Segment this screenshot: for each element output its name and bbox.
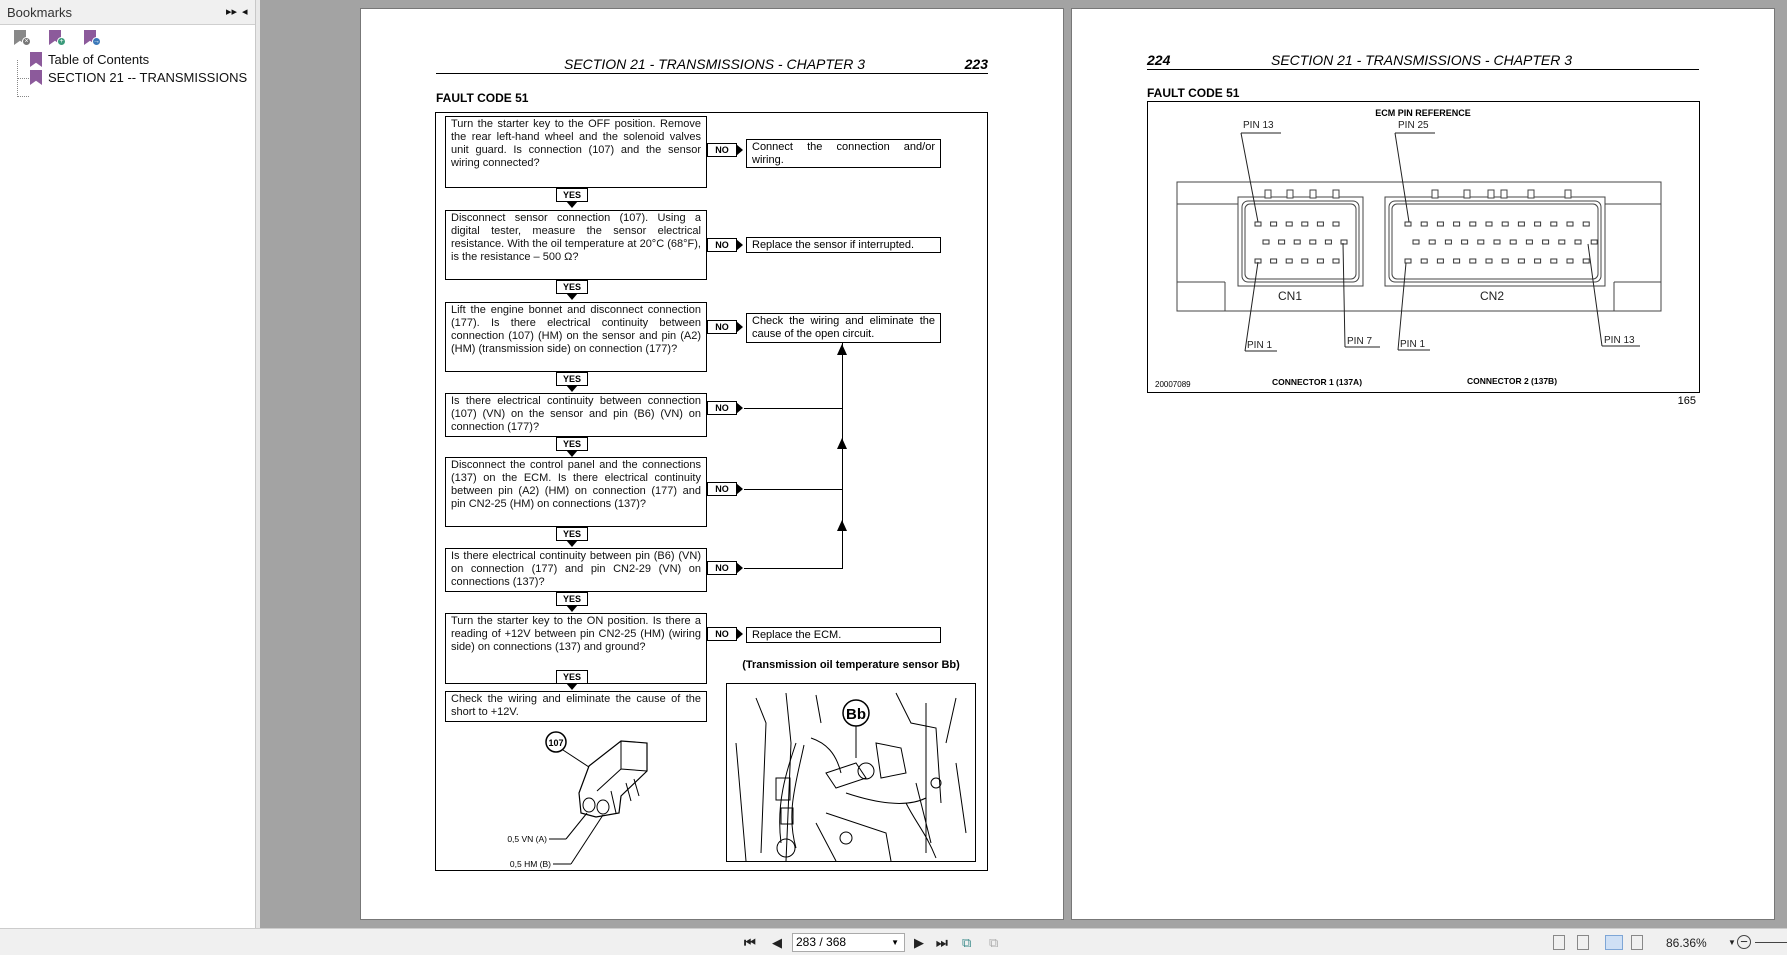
wire-a-label: 0,5 VN (A) xyxy=(507,834,547,844)
panel-options-icon[interactable]: ▸▸ xyxy=(226,6,238,18)
cn2-pin xyxy=(1454,259,1460,263)
step-3: Lift the engine bonnet and disconnect connection (177). Is there electrical continuity between connection (107) (HM) on the sensor and pin (A2) (HM) (transmission side) on connection (177)? xyxy=(445,302,707,372)
zoom-slider[interactable] xyxy=(1755,942,1787,943)
bookmark-table-of-contents[interactable] xyxy=(30,52,149,67)
connector-line xyxy=(744,408,842,409)
yes-label: YES xyxy=(556,437,588,451)
return-line xyxy=(842,343,843,568)
fault-code-title: FAULT CODE 51 xyxy=(1147,86,1240,100)
cn2-pin xyxy=(1510,240,1516,244)
sensor-callout: Bb xyxy=(846,706,866,723)
goto-bookmark-icon[interactable]: → xyxy=(84,30,100,46)
next-view-icon[interactable]: ⧉ xyxy=(989,935,999,950)
add-bookmark-icon[interactable]: + xyxy=(49,30,65,46)
yes-label: YES xyxy=(556,527,588,541)
continuous-facing-view-icon[interactable] xyxy=(1631,935,1643,950)
cn2-pin xyxy=(1567,259,1573,263)
cn1-pin xyxy=(1255,222,1261,226)
housing-tab xyxy=(1464,190,1470,198)
result-replace-sensor: Replace the sensor if interrupted. xyxy=(746,237,941,253)
step-8: Check the wiring and eliminate the cause of the short to +12V. xyxy=(445,691,707,722)
no-label: NO xyxy=(707,401,737,415)
header-title: SECTION 21 - TRANSMISSIONS - CHAPTER 3 xyxy=(564,56,866,72)
cn2-pin xyxy=(1591,240,1597,244)
sensor-caption: (Transmission oil temperature sensor Bb) xyxy=(742,659,960,671)
cn1-pin xyxy=(1294,240,1300,244)
page-number-value: 283 / 368 xyxy=(796,935,847,949)
previous-page-button[interactable]: ◀ xyxy=(772,935,782,950)
bottom-toolbar xyxy=(0,928,1787,955)
bookmark-section-21[interactable] xyxy=(30,70,247,85)
cn2-pin1-label: PIN 1 xyxy=(1400,339,1426,350)
page-number: 224 xyxy=(1147,52,1171,68)
cn1-pin xyxy=(1333,222,1339,226)
cn1-pin xyxy=(1286,222,1292,226)
cn1-pin xyxy=(1310,240,1316,244)
cn2-label: CN2 xyxy=(1479,289,1505,303)
cn2-pin xyxy=(1437,222,1443,226)
cn2-pin xyxy=(1470,222,1476,226)
bookmarks-header xyxy=(0,0,255,25)
cn2-pin xyxy=(1551,259,1557,263)
cn1-pin xyxy=(1279,240,1285,244)
cn1-pin xyxy=(1333,259,1339,263)
housing-tab xyxy=(1432,190,1438,198)
ecm-pin-diagram xyxy=(1147,101,1700,394)
page-number-input[interactable] xyxy=(792,933,905,952)
step-5: Disconnect the control panel and the connections (137) on the ECM. Is there electrical continuity between pin (A2) (HM) on connection (177) and pin CN2-25 (HM) on connections (137)? xyxy=(445,457,707,527)
cn1-pin xyxy=(1263,240,1269,244)
step-2: Disconnect sensor connection (107). Using a digital tester, measure the sensor electrical resistance. With the oil temperature at 20°C (68°F), is the resistance – 500 Ω? xyxy=(445,210,707,280)
yes-label: YES xyxy=(556,280,588,294)
step-4: Is there electrical continuity between connection (107) (VN) on the sensor and pin (B6) (VN) on connection (177)? xyxy=(445,393,707,437)
diagram-title: ECM PIN REFERENCE xyxy=(1375,108,1471,118)
cn2-pin xyxy=(1526,240,1532,244)
no-label: NO xyxy=(707,238,737,252)
connector-callout: 107 xyxy=(548,738,564,748)
sensor-photo xyxy=(726,683,976,862)
cn1-pin xyxy=(1302,222,1308,226)
housing-tab xyxy=(1501,190,1507,198)
cn2-pin xyxy=(1470,259,1476,263)
connector1-caption: CONNECTOR 1 (137A) xyxy=(1271,377,1363,387)
cn1-pin7-label: PIN 7 xyxy=(1347,336,1373,347)
facing-view-icon[interactable] xyxy=(1605,935,1623,950)
result-replace-ecm: Replace the ECM. xyxy=(746,627,941,643)
housing-tab xyxy=(1265,190,1271,198)
no-label: NO xyxy=(707,143,737,157)
cn2-pin xyxy=(1502,259,1508,263)
footer-number: 165 xyxy=(1677,395,1696,407)
cn2-pin xyxy=(1502,222,1508,226)
header-title: SECTION 21 - TRANSMISSIONS - CHAPTER 3 xyxy=(1271,52,1573,68)
single-page-view-icon[interactable] xyxy=(1553,935,1565,950)
fault-code-title: FAULT CODE 51 xyxy=(436,91,529,105)
step-1: Turn the starter key to the OFF position. Remove the rear left-hand wheel and the solenoid valves unit guard. Is connection (107) and the sensor wiring connected? xyxy=(445,116,707,188)
page-header xyxy=(1147,51,1699,70)
cn1-pin13-label: PIN 13 xyxy=(1243,120,1274,131)
yes-label: YES xyxy=(556,670,588,684)
cn2-pin xyxy=(1437,259,1443,263)
cn2-pin xyxy=(1583,259,1589,263)
cn2-pin xyxy=(1543,240,1549,244)
bookmarks-title: Bookmarks xyxy=(7,4,73,20)
step-6: Is there electrical continuity between pin (B6) (VN) on connection (177) and pin CN2-29 (VN) on connections (137)? xyxy=(445,548,707,592)
cn2-pin xyxy=(1535,222,1541,226)
figure-id: 20007089 xyxy=(1155,380,1191,389)
zoom-level[interactable]: 86.36% xyxy=(1666,936,1707,950)
cn1-label: CN1 xyxy=(1277,289,1303,303)
cn1-pin xyxy=(1271,259,1277,263)
housing-tab xyxy=(1488,190,1494,198)
continuous-view-icon[interactable] xyxy=(1577,935,1589,950)
cn1-pin xyxy=(1271,222,1277,226)
cn2-pin xyxy=(1583,222,1589,226)
housing-tab xyxy=(1333,190,1339,198)
cn2-pin xyxy=(1462,240,1468,244)
arrow-up-icon xyxy=(837,520,847,531)
cn1-pin xyxy=(1317,259,1323,263)
step-7: Turn the starter key to the ON position. Is there a reading of +12V between pin CN2-25 (HM) (wiring side) on connections (137) and ground? xyxy=(445,613,707,684)
collapse-panel-icon[interactable]: ◂ xyxy=(242,6,248,18)
cn2-pin xyxy=(1486,222,1492,226)
arrow-up-icon xyxy=(837,344,847,355)
cn2-pin xyxy=(1559,240,1565,244)
last-page-button[interactable]: ⏭ xyxy=(936,935,948,950)
cn2-pin13-label: PIN 13 xyxy=(1604,335,1635,346)
pdf-page-223 xyxy=(360,8,1064,920)
cn2-pin xyxy=(1518,222,1524,226)
cn1-pin1-label: PIN 1 xyxy=(1247,340,1273,351)
housing-tab xyxy=(1528,190,1534,198)
delete-bookmark-icon[interactable]: × xyxy=(14,30,30,46)
cn2-pin xyxy=(1551,222,1557,226)
housing-tab xyxy=(1287,190,1293,198)
cn1-pin xyxy=(1286,259,1292,263)
first-page-button[interactable]: ⏮ xyxy=(744,935,756,950)
zoom-dropdown-icon[interactable]: ▼ xyxy=(1728,938,1736,947)
bookmark-icon xyxy=(30,70,42,85)
cn2-pin xyxy=(1486,259,1492,263)
wire-b-label: 0,5 HM (B) xyxy=(509,859,551,869)
yes-label: YES xyxy=(556,188,588,202)
connector2-caption: CONNECTOR 2 (137B) xyxy=(1466,376,1558,386)
arrow-up-icon xyxy=(837,438,847,449)
cn2-pin xyxy=(1405,259,1411,263)
previous-view-icon[interactable]: ⧉ xyxy=(962,935,972,950)
cn2-pin xyxy=(1575,240,1581,244)
connector-line xyxy=(744,568,843,569)
page-header xyxy=(436,55,988,74)
cn2-pin xyxy=(1535,259,1541,263)
result-open-circuit: Check the wiring and eliminate the cause of the open circuit. xyxy=(746,313,941,343)
panel-splitter[interactable] xyxy=(256,0,260,928)
bookmark-label: Table of Contents xyxy=(48,52,150,67)
no-label: NO xyxy=(707,561,737,575)
cn2-pin xyxy=(1454,222,1460,226)
bookmarks-panel xyxy=(0,0,256,928)
cn1-pin xyxy=(1302,259,1308,263)
no-label: NO xyxy=(707,482,737,496)
tree-connector xyxy=(17,72,29,97)
cn2-pin xyxy=(1413,240,1419,244)
housing-tab xyxy=(1310,190,1316,198)
chevron-down-icon[interactable]: ▼ xyxy=(891,938,899,947)
cn2-pin xyxy=(1518,259,1524,263)
cn2-pin xyxy=(1429,240,1435,244)
connector-line xyxy=(744,489,842,490)
cn2-pin xyxy=(1405,222,1411,226)
cn2-pin xyxy=(1445,240,1451,244)
cn2-pin xyxy=(1478,240,1484,244)
yes-label: YES xyxy=(556,372,588,386)
no-label: NO xyxy=(707,320,737,334)
page-number: 223 xyxy=(964,56,988,72)
cn1-pin xyxy=(1317,222,1323,226)
no-label: NO xyxy=(707,627,737,641)
next-page-button[interactable]: ▶ xyxy=(914,935,924,950)
bookmark-icon xyxy=(30,52,42,67)
cn2-pin xyxy=(1567,222,1573,226)
cn2-pin xyxy=(1421,222,1427,226)
zoom-out-button[interactable]: − xyxy=(1737,935,1751,949)
cn1-pin xyxy=(1325,240,1331,244)
cn2-pin xyxy=(1421,259,1427,263)
yes-label: YES xyxy=(556,592,588,606)
bookmark-label: SECTION 21 -- TRANSMISSIONS xyxy=(48,70,248,85)
cn1-pin xyxy=(1341,240,1347,244)
connector-107-drawing xyxy=(471,721,671,871)
cn2-pin xyxy=(1494,240,1500,244)
housing-tab xyxy=(1565,190,1571,198)
pdf-page-224 xyxy=(1071,8,1775,920)
cn2-pin25-label: PIN 25 xyxy=(1398,120,1429,131)
result-connect-wiring: Connect the connection and/or wiring. xyxy=(746,139,941,168)
